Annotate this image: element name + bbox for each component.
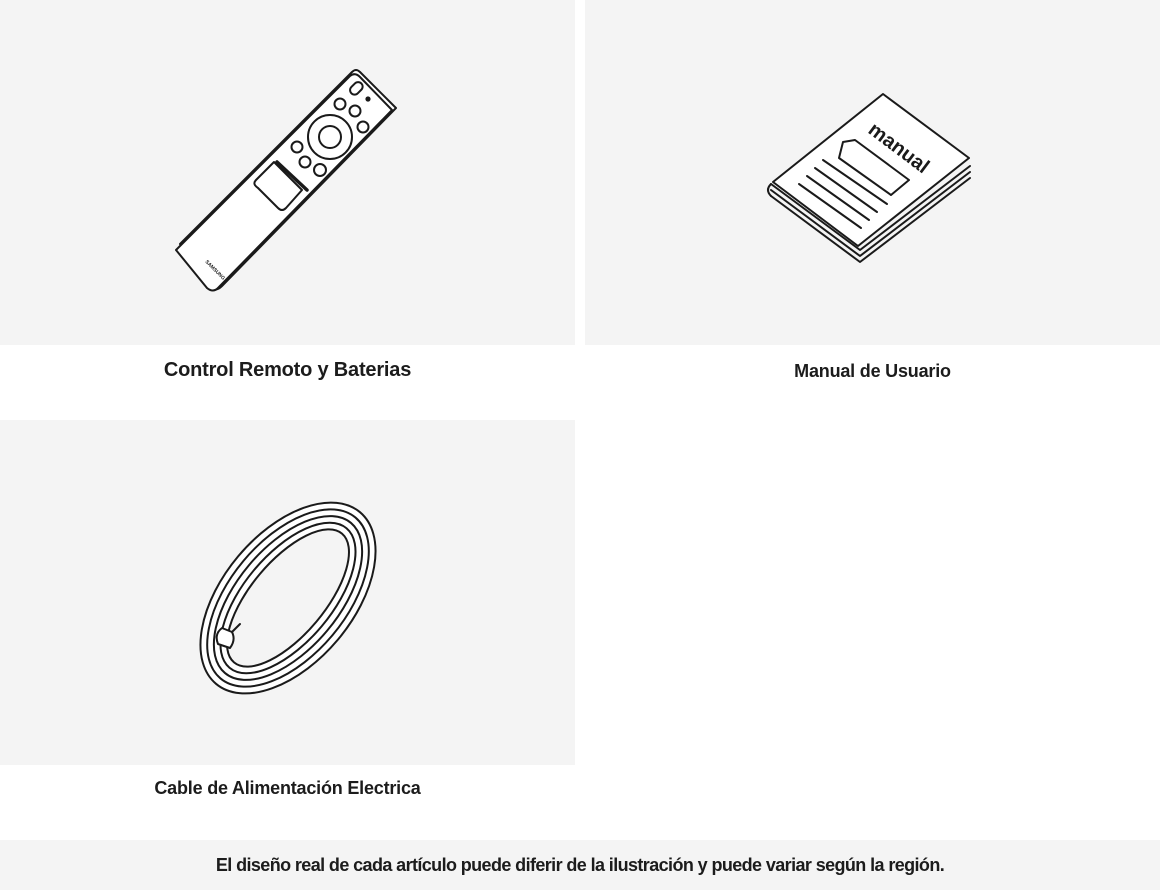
power-cable-icon <box>0 420 575 765</box>
disclaimer-text: El diseño real de cada artículo puede diferir de la ilustración y puede variar según la región. <box>215 854 945 875</box>
item-label-power-cable: Cable de Alimentación Electrica <box>154 778 421 798</box>
manual-book-icon <box>585 0 1160 345</box>
disclaimer-banner <box>0 840 1160 890</box>
item-label-user-manual: Manual de Usuario <box>794 361 951 381</box>
item-image-remote-control <box>0 0 575 345</box>
remote-brand-mark: SAMSUNG <box>203 259 226 282</box>
item-label-remote-control: Control Remoto y Baterias <box>163 359 412 381</box>
remote-control-icon <box>0 0 575 345</box>
item-image-power-cable <box>0 420 575 765</box>
manual-cover-text: manual <box>863 118 934 179</box>
item-image-user-manual <box>585 0 1160 345</box>
